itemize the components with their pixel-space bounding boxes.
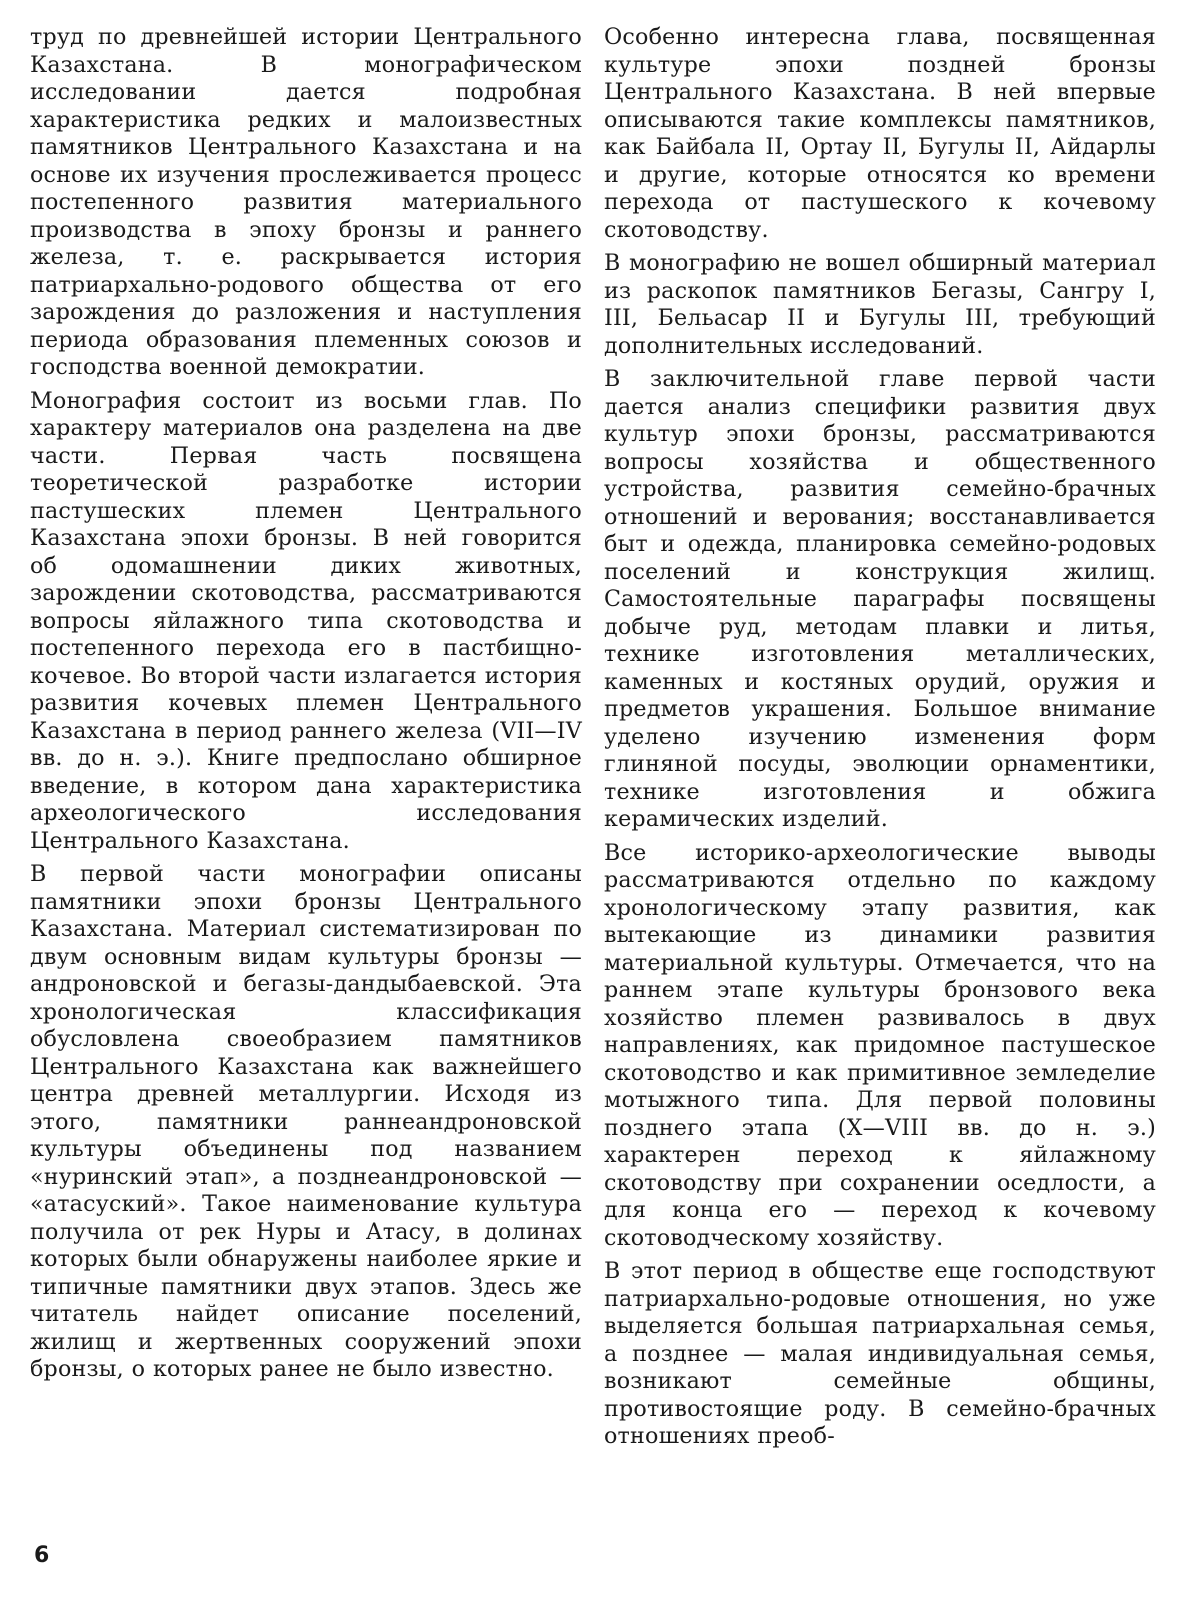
paragraph: Все историко-археологические выводы рассматриваются отдельно по каждому хронологическому этапу развития, как вытекающие из динамики развития материальной культуры. Отмечается, что на раннем этапе культуры бронзового века хозяйство племен развивалось в двух направлениях, как придомное пастушеское скотоводство и как примитивное земледелие мотыжного типа. Для первой половины позднего этапа (X—VIII вв. до н. э.) характерен переход к яйлажному скотоводству при сохранении оседлости, а для конца его — переход к кочевому скотоводческому хозяйству. [604, 839, 1156, 1251]
paragraph: Особенно интересна глава, посвященная культуре эпохи поздней бронзы Центрального Казахстана. В ней впервые описываются такие комплексы памятников, как Байбала II, Ортау II, Бугулы II, Айдарлы и другие, которые относятся ко времени перехода от пастушеского к кочевому скотоводству. [604, 24, 1156, 243]
paragraph: Монография состоит из восьми глав. По характеру материалов она разделена на две части. Первая часть посвящена теоретической разработке истории пастушеских племен Центрального Казахстана эпохи бронзы. В ней говорится об одомашнении диких животных, зарождении скотоводства, рассматриваются вопросы яйлажного типа скотоводства и постепенного перехода его в пастбищно-кочевое. Во второй части излагается история развития кочевых племен Центрального Казахстана в период раннего железа (VII—IV вв. до н. э.). Книге предпослано обширное введение, в котором дана характеристика археологического исследования Центрального Казахстана. [30, 387, 582, 854]
paragraph: В монографию не вошел обширный материал из раскопок памятников Бегазы, Сангру I, III, Бельасар II и Бугулы III, требующий дополнительных исследований. [604, 250, 1156, 359]
left-text-column [30, 24, 582, 1390]
paragraph: труд по древнейшей истории Центрального Казахстана. В монографическом исследовании дается подробная характеристика редких и малоизвестных памятников Центрального Казахстана и на основе их изучения прослеживается процесс постепенного развития материального производства в эпоху бронзы и раннего железа, т. е. раскрывается история патриархально-родового общества от его зарождения до разложения и наступления периода образования племенных союзов и господства военной демократии. [30, 24, 582, 380]
page-number: 6 [34, 1543, 50, 1568]
paragraph: В этот период в обществе еще господствуют патриархально-родовые отношения, но уже выделяется большая патриархальная семья, а позднее — малая индивидуальная семья, возникают семейные общины, противостоящие роду. В семейно-брачных отношениях преоб- [604, 1258, 1156, 1449]
paragraph: В заключительной главе первой части дается анализ специфики развития двух культур эпохи бронзы, рассматриваются вопросы хозяйства и общественного устройства, развития семейно-брачных отношений и верования; восстанавливается быт и одежда, планировка семейно-родовых поселений и конструкция жилищ. Самостоятельные параграфы посвящены добыче руд, методам плавки и литья, технике изготовления металлических, каменных и костяных орудий, оружия и предметов украшения. Большое внимание уделено изучению изменения форм глиняной посуды, эволюции орнаментики, технике изготовления и обжига керамических изделий. [604, 366, 1156, 832]
paragraph: В первой части монографии описаны памятники эпохи бронзы Центрального Казахстана. Материал систематизирован по двум основным видам культуры бронзы — андроновской и бегазы-дандыбаевской. Эта хронологическая классификация обусловлена своеобразием памятников Центрального Казахстана как важнейшего центра древней металлургии. Исходя из этого, памятники раннеандроновской культуры объединены под названием «нуринский этап», а позднеандроновской — «атасуский». Такое наименование культура получила от рек Нуры и Атасу, в долинах которых были обнаружены наиболее яркие и типичные памятники двух этапов. Здесь же читатель найдет описание поселений, жилищ и жертвенных сооружений эпохи бронзы, о которых ранее не было известно. [30, 861, 582, 1382]
right-text-column [604, 24, 1156, 1457]
